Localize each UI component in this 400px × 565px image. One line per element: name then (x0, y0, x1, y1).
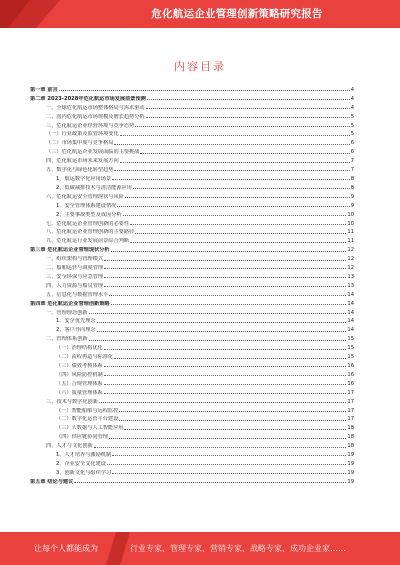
toc-dot-leader (147, 99, 350, 100)
toc-entry-page: 18 (347, 434, 354, 441)
toc-entry-page: 16 (347, 380, 354, 387)
toc-entry-page: 14 (347, 327, 354, 334)
toc-entry[interactable] (30, 227, 354, 236)
toc-dot-leader (119, 420, 346, 421)
toc-dot-leader (104, 268, 346, 269)
toc-entry[interactable] (30, 137, 354, 146)
toc-entry-label: 三、技术与数字化创新 (46, 398, 98, 405)
toc-entry[interactable] (30, 146, 354, 155)
toc-entry-label: 第二章 2023-2028年危化航运市场发展前景预测 (30, 95, 146, 102)
toc-entry[interactable] (30, 102, 354, 111)
toc-entry-label: （一）智能船舶与远程监控 (56, 407, 119, 414)
toc-entry[interactable] (30, 155, 354, 164)
header-bar (0, 0, 400, 28)
toc-entry[interactable] (30, 253, 354, 262)
toc-entry-label: 1、安全优先理念 (56, 318, 96, 325)
toc-dot-leader (104, 393, 347, 394)
toc-entry[interactable] (30, 191, 354, 200)
toc-entry-page: 6 (350, 140, 354, 147)
toc-entry[interactable] (30, 422, 354, 431)
table-of-contents (30, 84, 354, 485)
toc-dot-leader (114, 170, 349, 171)
toc-entry[interactable] (30, 369, 354, 378)
toc-dot-leader (114, 144, 349, 145)
toc-entry-page: 17 (347, 389, 354, 396)
toc-entry[interactable] (30, 120, 354, 129)
toc-dot-leader (112, 473, 346, 474)
toc-dot-leader (109, 295, 346, 296)
toc-entry[interactable] (30, 387, 354, 396)
toc-dot-leader (135, 233, 346, 234)
toc-entry-label: 一、全球危化航运市场整体格局与需求驱动 (46, 104, 145, 111)
toc-dot-leader (104, 349, 347, 350)
toc-entry-label: 1、人才培养与激励机制 (56, 452, 112, 459)
toc-entry-label: 二、船舶运营与调度管理 (46, 265, 104, 272)
toc-entry[interactable] (30, 333, 354, 342)
toc-dot-leader (74, 482, 346, 483)
toc-entry-label: 七、危化航运企业管理创新的必要性 (46, 220, 130, 227)
toc-entry[interactable] (30, 431, 354, 440)
toc-entry-label: 第一章 前言 (30, 86, 58, 93)
toc-entry-page: 4 (350, 95, 354, 102)
toc-entry-page: 7 (350, 167, 354, 174)
toc-dot-leader (89, 340, 347, 341)
toc-entry-page: 4 (350, 104, 354, 111)
toc-dot-leader (140, 153, 349, 154)
toc-entry-label: （三）大数据与人工智能应用 (56, 425, 124, 432)
toc-dot-leader (124, 429, 346, 430)
toc-entry-label: （二）流程再造与标准化 (56, 354, 114, 361)
toc-heading: 内容目录 (174, 60, 226, 73)
toc-entry[interactable] (30, 342, 354, 351)
toc-entry-label: （六）质量管理体系 (56, 389, 103, 396)
toc-entry-label: 四、人才与文化创新 (46, 443, 93, 450)
toc-dot-leader (125, 197, 350, 198)
toc-entry-label: 第五章 结论与建议 (30, 478, 74, 485)
toc-entry-label: 八、危化航运企业管理创新的主要路径 (46, 229, 135, 236)
toc-entry-label: 九、危化航运行业发展前景综合判断 (46, 238, 130, 245)
footer-slogan-right: 行业专家、管理专家、营销专家、战略专家、成功企业家…… (130, 544, 346, 553)
footer-divider-decoration (106, 532, 130, 565)
toc-entry[interactable] (30, 316, 354, 325)
toc-entry[interactable] (30, 476, 354, 485)
toc-dot-leader (59, 90, 350, 91)
toc-dot-leader (104, 366, 347, 367)
toc-dot-leader (120, 162, 350, 163)
toc-entry-label: （三）危化航运企业发展面临的主要挑战 (46, 149, 140, 156)
toc-dot-leader (133, 188, 350, 189)
toc-entry-page: 8 (350, 184, 354, 191)
toc-entry-page: 10 (347, 220, 354, 227)
toc-entry[interactable] (30, 405, 354, 414)
toc-dot-leader (146, 117, 350, 118)
toc-dot-leader (104, 375, 347, 376)
toc-entry-page: 15 (347, 354, 354, 361)
toc-entry-label: 2、企业安全文化建设 (56, 460, 106, 467)
toc-entry[interactable] (30, 467, 354, 476)
toc-entry-label: 三、危化航运企业经营环境与竞争态势 (46, 122, 135, 129)
toc-entry[interactable] (30, 324, 354, 333)
toc-entry-page: 9 (350, 202, 354, 209)
toc-entry-label: （二）数字化运营平台建设 (56, 416, 119, 423)
toc-entry-label: 五、信息化与数据管理水平 (46, 291, 109, 298)
toc-entry[interactable] (30, 218, 354, 227)
toc-entry-label: 二、管理体系创新 (46, 336, 88, 343)
toc-entry-page: 6 (350, 149, 354, 156)
toc-entry-page: 14 (347, 291, 354, 298)
toc-entry-page: 19 (347, 460, 354, 467)
toc-entry-page: 14 (347, 300, 354, 307)
toc-entry-page: 19 (347, 478, 354, 485)
toc-entry[interactable] (30, 164, 354, 173)
toc-dot-leader (130, 224, 346, 225)
toc-entry-page: 12 (347, 247, 354, 254)
toc-entry[interactable] (30, 458, 354, 467)
toc-entry[interactable] (30, 262, 354, 271)
toc-dot-leader (94, 447, 347, 448)
toc-dot-leader (120, 135, 350, 136)
toc-entry-page: 17 (347, 416, 354, 423)
toc-entry-page: 9 (350, 193, 354, 200)
toc-entry-page: 12 (347, 256, 354, 263)
toc-entry-page: 19 (347, 452, 354, 459)
toc-entry[interactable] (30, 289, 354, 298)
toc-dot-leader (97, 322, 347, 323)
toc-entry[interactable] (30, 449, 354, 458)
toc-entry-page: 15 (347, 345, 354, 352)
footer-slogan-left: 让每个人都能成为 (34, 544, 98, 553)
toc-entry-label: 一、管理理念创新 (46, 309, 88, 316)
toc-dot-leader (89, 313, 347, 314)
toc-entry[interactable] (30, 235, 354, 244)
toc-dot-leader (104, 286, 346, 287)
toc-dot-leader (97, 331, 347, 332)
toc-entry[interactable] (30, 93, 354, 102)
toc-entry[interactable] (30, 244, 354, 253)
toc-entry-page: 16 (347, 363, 354, 369)
toc-entry-page: 18 (347, 443, 354, 450)
toc-entry[interactable] (30, 396, 354, 405)
toc-entry[interactable] (30, 271, 354, 280)
toc-entry-label: 一、组织架构与管理模式 (46, 256, 104, 263)
toc-entry-label: 2、低碳减排技术与清洁能源应用 (56, 184, 132, 191)
toc-entry[interactable] (30, 351, 354, 360)
toc-entry-page: 14 (347, 318, 354, 325)
toc-dot-leader (119, 411, 346, 412)
toc-entry[interactable] (30, 280, 354, 289)
toc-entry[interactable] (30, 84, 354, 93)
toc-entry[interactable] (30, 378, 354, 387)
toc-entry-page: 10 (347, 211, 354, 218)
toc-entry-label: （一）行业政策及监管环境变化 (46, 131, 119, 138)
toc-entry-page: 11 (347, 238, 354, 245)
toc-entry-page: 11 (347, 229, 354, 236)
toc-entry-label: 1、航运数字化应用场景 (56, 175, 112, 182)
toc-dot-leader (123, 215, 347, 216)
toc-entry-label: （四）供应链协同管理 (56, 434, 108, 441)
toc-dot-leader (117, 206, 349, 207)
toc-entry-page: 13 (347, 273, 354, 280)
toc-dot-leader (104, 260, 346, 261)
toc-entry[interactable] (30, 209, 354, 218)
toc-entry-page: 17 (347, 407, 354, 414)
toc-entry-label: 三、安全环保与应急管理 (46, 273, 104, 280)
toc-dot-leader (111, 304, 347, 305)
toc-dot-leader (104, 384, 347, 385)
toc-entry-label: 2、客户导向理念 (56, 327, 96, 334)
toc-entry-label: 第四章 危化航运企业管理创新策略 (30, 300, 110, 307)
toc-entry-label: 四、人力资源与船员管理 (46, 282, 104, 289)
toc-entry-page: 18 (347, 425, 354, 432)
toc-dot-leader (104, 277, 346, 278)
toc-entry-page: 16 (347, 371, 354, 378)
toc-entry[interactable] (30, 173, 354, 182)
toc-dot-leader (135, 126, 349, 127)
toc-entry-label: 1、安全管理体系建设情况 (56, 202, 117, 209)
toc-entry[interactable] (30, 440, 354, 449)
toc-dot-leader (130, 242, 346, 243)
toc-entry-page: 5 (350, 113, 354, 120)
toc-entry-page: 8 (350, 175, 354, 182)
toc-entry-page: 7 (350, 158, 354, 165)
toc-entry-page: 5 (350, 122, 354, 129)
toc-entry[interactable] (30, 111, 354, 120)
corner-decoration (0, 0, 60, 28)
toc-dot-leader (109, 438, 347, 439)
toc-entry-label: 3、创新文化与组织学习 (56, 469, 112, 476)
report-title: 危化航运企业管理创新策略研究报告 (151, 8, 323, 20)
toc-entry[interactable] (30, 414, 354, 423)
toc-entry-page: 4 (350, 86, 354, 93)
toc-entry-label: 二、国内危化航运市场规模及增长趋势分析 (46, 113, 145, 120)
toc-dot-leader (146, 108, 350, 109)
toc-entry-page: 17 (347, 398, 354, 405)
toc-entry-label: （三）绩效考核体系 (56, 363, 103, 369)
toc-dot-leader (112, 455, 346, 456)
toc-entry-page: 19 (347, 469, 354, 476)
toc-entry[interactable] (30, 129, 354, 138)
toc-entry-label: （五）合规管理体系 (56, 380, 103, 387)
toc-entry-page: 13 (347, 282, 354, 289)
toc-dot-leader (107, 464, 346, 465)
toc-entry-page: 5 (350, 131, 354, 138)
toc-entry[interactable] (30, 182, 354, 191)
toc-entry[interactable] (30, 307, 354, 316)
toc-entry[interactable] (30, 200, 354, 209)
toc-entry-label: 五、数字化与绿色化转型趋势 (46, 167, 114, 174)
toc-entry[interactable] (30, 298, 354, 307)
toc-entry-page: 12 (347, 265, 354, 272)
toc-entry-label: （一）治理结构优化 (56, 345, 103, 352)
toc-entry-label: 第三章 危化航运企业管理现状分析 (30, 247, 110, 254)
toc-entry-label: （四）风险防控机制 (56, 371, 103, 378)
toc-entry-label: 六、危化航运安全管理现状与风险 (46, 193, 124, 200)
toc-dot-leader (99, 402, 347, 403)
toc-dot-leader (114, 358, 346, 359)
toc-entry-page: 15 (347, 336, 354, 343)
toc-entry-label: 四、危化航运市场未来发展方向 (46, 158, 119, 165)
toc-dot-leader (112, 179, 350, 180)
toc-entry-page: 14 (347, 309, 354, 316)
toc-entry-label: （二）市场集中度与竞争格局 (46, 140, 114, 147)
toc-dot-leader (111, 251, 347, 252)
toc-entry-label: 2、主要事故类型及成因分析 (56, 211, 122, 218)
toc-entry[interactable] (30, 360, 354, 369)
